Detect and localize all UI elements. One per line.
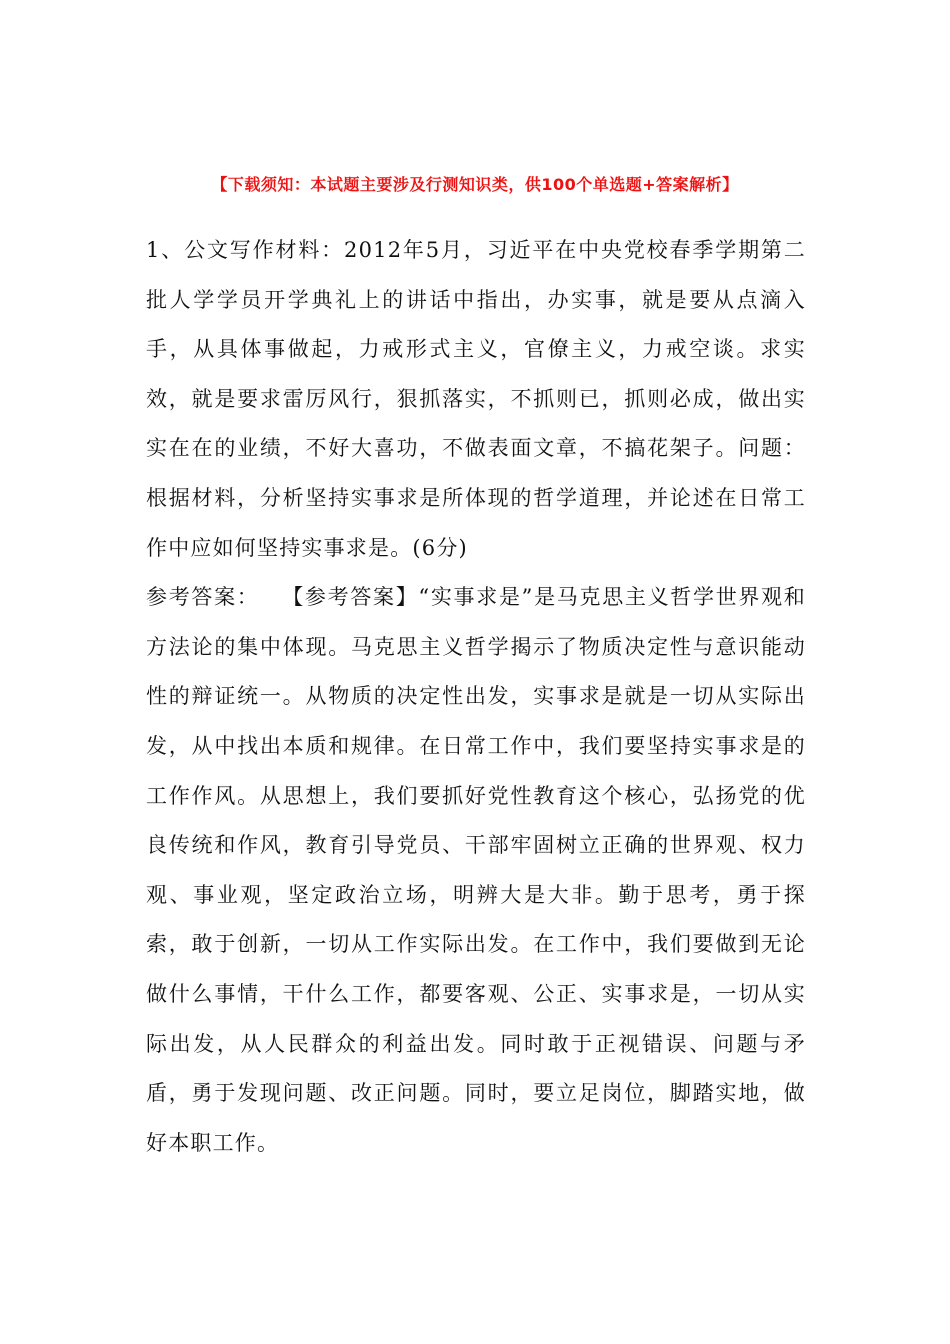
- answer-paragraph: [146, 573, 806, 1168]
- question-text: 1、公文写作材料：2012年5月，习近平在中央党校春季学期第二批人学学员开学典礼上的讲话中指出，办实事，就是要从点滴入手，从具体事做起，力戒形式主义，官僚主义，力戒空谈。求实效，就是要求雷厉风行，狠抓落实，不抓则已，抓则必成，做出实实在在的业绩，不好大喜功，不做表面文章，不搞花架子。问题：根据材料，分析坚持实事求是所体现的哲学道理，并论述在日常工作中应如何坚持实事求是。(6分): [146, 238, 806, 560]
- answer-text: 【参考答案】“实事求是”是马克思主义哲学世界观和方法论的集中体现。马克思主义哲学揭示了物质决定性与意识能动性的辩证统一。从物质的决定性出发，实事求是就是一切从实际出发，从中找出本质和规律。在日常工作中，我们要坚持实事求是的工作作风。从思想上，我们要抓好党性教育这个核心，弘扬党的优良传统和作风，教育引导党员、干部牢固树立正确的世界观、权力观、事业观，坚定政治立场，明辨大是大非。勤于思考，勇于探索，敢于创新，一切从工作实际出发。在工作中，我们要做到无论做什么事情，干什么工作，都要客观、公正、实事求是，一切从实际出发，从人民群众的利益出发。同时敢于正视错误、问题与矛盾，勇于发现问题、改正问题。同时，要立足岗位，脚踏实地，做好本职工作。: [146, 585, 807, 1155]
- answer-spacer: [260, 585, 282, 609]
- download-notice: 【下载须知：本试题主要涉及行测知识类，供100个单选题+答案解析】: [211, 175, 739, 194]
- document-body: [146, 226, 806, 1168]
- answer-label: 参考答案：: [146, 585, 260, 610]
